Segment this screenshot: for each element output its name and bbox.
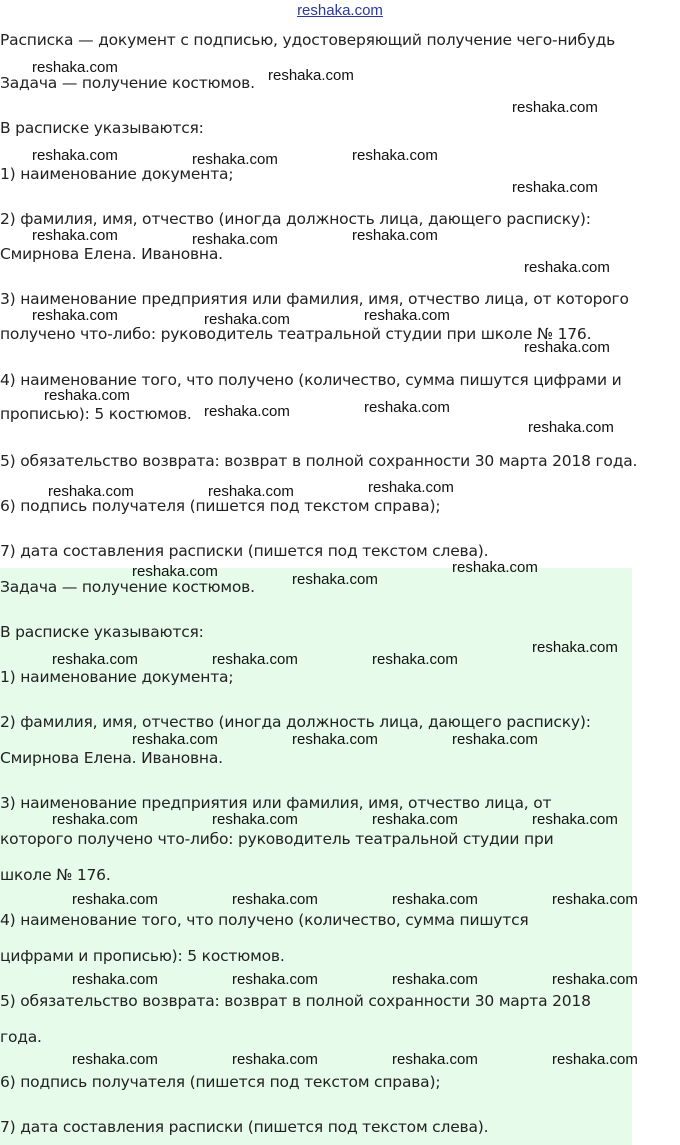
watermark: reshaka.com — [292, 731, 378, 748]
watermark: reshaka.com — [372, 651, 458, 668]
watermark: reshaka.com — [192, 151, 278, 168]
list-item-2-name-b: Смирнова Елена. Ивановна. — [0, 749, 223, 767]
watermark: reshaka.com — [372, 811, 458, 828]
watermark: reshaka.com — [368, 479, 454, 496]
watermark: reshaka.com — [208, 483, 294, 500]
list-item-2-b: 2) фамилия, имя, отчество (иногда должность лица, дающего расписку): — [0, 713, 591, 731]
watermark: reshaka.com — [52, 651, 138, 668]
watermark: reshaka.com — [352, 227, 438, 244]
watermark: reshaka.com — [352, 147, 438, 164]
watermark: reshaka.com — [204, 403, 290, 420]
watermark: reshaka.com — [192, 231, 278, 248]
watermark: reshaka.com — [552, 891, 638, 908]
intro-line-2: В расписке указываются: — [0, 623, 204, 641]
list-item-4: 4) наименование того, что получено (количество, сумма пишутся цифрами и — [0, 371, 622, 389]
watermark: reshaka.com — [72, 1051, 158, 1068]
watermark: reshaka.com — [32, 147, 118, 164]
intro-line: В расписке указываются: — [0, 119, 204, 137]
watermark: reshaka.com — [364, 399, 450, 416]
watermark: reshaka.com — [452, 559, 538, 576]
list-item-1-b: 1) наименование документа; — [0, 668, 234, 686]
watermark: reshaka.com — [32, 307, 118, 324]
list-item-3-cont2-b: школе № 176. — [0, 866, 111, 884]
list-item-2-name: Смирнова Елена. Ивановна. — [0, 245, 223, 263]
watermark: reshaka.com — [72, 971, 158, 988]
watermark: reshaka.com — [132, 563, 218, 580]
watermark: reshaka.com — [292, 571, 378, 588]
watermark: reshaka.com — [532, 811, 618, 828]
watermark: reshaka.com — [524, 339, 610, 356]
list-item-5-cont-b: года. — [0, 1028, 42, 1046]
task-line: Задача — получение костюмов. — [0, 74, 255, 92]
definition-line: Расписка — документ с подписью, удостоверяющий получение чего-нибудь — [0, 31, 616, 49]
watermark: reshaka.com — [32, 227, 118, 244]
watermark: reshaka.com — [552, 971, 638, 988]
watermark: reshaka.com — [512, 99, 598, 116]
list-item-3-cont: получено что-либо: руководитель театральной студии при школе № 176. — [0, 325, 592, 343]
list-item-4-cont: прописью): 5 костюмов. — [0, 405, 192, 423]
watermark: reshaka.com — [392, 891, 478, 908]
watermark: reshaka.com — [232, 1051, 318, 1068]
watermark: reshaka.com — [268, 67, 354, 84]
watermark: reshaka.com — [212, 651, 298, 668]
watermark: reshaka.com — [528, 419, 614, 436]
list-item-3-cont-b: которого получено что-либо: руководитель театральной студии при — [0, 830, 554, 848]
list-item-6-b: 6) подпись получателя (пишется под текстом справа); — [0, 1073, 441, 1091]
list-item-7-b: 7) дата составления расписки (пишется под текстом слева). — [0, 1118, 489, 1136]
site-link[interactable]: reshaka.com — [297, 2, 383, 19]
watermark: reshaka.com — [72, 891, 158, 908]
list-item-7: 7) дата составления расписки (пишется под текстом слева). — [0, 542, 489, 560]
list-item-3: 3) наименование предприятия или фамилия, имя, отчество лица, от которого — [0, 290, 629, 308]
list-item-5-b: 5) обязательство возврата: возврат в полной сохранности 30 марта 2018 — [0, 992, 591, 1010]
watermark: reshaka.com — [52, 811, 138, 828]
watermark: reshaka.com — [212, 811, 298, 828]
task-line-2: Задача — получение костюмов. — [0, 578, 255, 596]
watermark: reshaka.com — [392, 1051, 478, 1068]
watermark: reshaka.com — [32, 59, 118, 76]
watermark: reshaka.com — [552, 1051, 638, 1068]
watermark: reshaka.com — [232, 971, 318, 988]
watermark: reshaka.com — [204, 311, 290, 328]
watermark: reshaka.com — [452, 731, 538, 748]
list-item-3-b: 3) наименование предприятия или фамилия, имя, отчество лица, от — [0, 794, 552, 812]
list-item-4-cont-b: цифрами и прописью): 5 костюмов. — [0, 947, 285, 965]
watermark: reshaka.com — [48, 483, 134, 500]
watermark: reshaka.com — [392, 971, 478, 988]
watermark: reshaka.com — [364, 307, 450, 324]
watermark: reshaka.com — [512, 179, 598, 196]
watermark: reshaka.com — [44, 387, 130, 404]
watermark: reshaka.com — [232, 891, 318, 908]
watermark: reshaka.com — [532, 639, 618, 656]
list-item-1: 1) наименование документа; — [0, 165, 234, 183]
list-item-2: 2) фамилия, имя, отчество (иногда должность лица, дающего расписку): — [0, 210, 591, 228]
list-item-5: 5) обязательство возврата: возврат в полной сохранности 30 марта 2018 года. — [0, 452, 638, 470]
list-item-4-b: 4) наименование того, что получено (количество, сумма пишутся — [0, 911, 529, 929]
list-item-6: 6) подпись получателя (пишется под текстом справа); — [0, 497, 441, 515]
watermark: reshaka.com — [132, 731, 218, 748]
watermark: reshaka.com — [524, 259, 610, 276]
